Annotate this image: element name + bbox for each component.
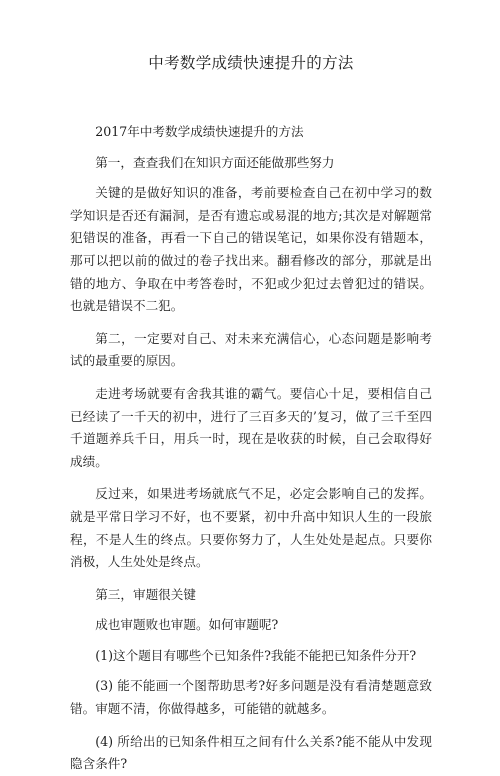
body-paragraph: 反过来，如果进考场就底气不足，必定会影响自己的发挥。就是平常日学习不好，也不要紧，初中升高中知识人生的一段旅程，不是人生的终点。只要你努力了，人生处处是起点。只要你消极，人生处处是终点。 [70, 486, 432, 570]
section-heading-one: 第一，查查我们在知识方面还能做那些努力 [95, 154, 335, 170]
section-heading-three: 第三，审题很关键 [95, 586, 196, 602]
list-item: (3) 能不能画一个图帮助思考?好多问题是没有看清楚题意致错。审题不清，你做得越多，可能错的就越多。 [70, 678, 432, 717]
list-item: (4) 所给出的已知条件相互之间有什么关系?能不能从中发现隐含条件? [70, 733, 432, 772]
section-heading-two: 第二，一定要对自己、对未来充满信心，心态问题是影响考试的最重要的原因。 [70, 330, 432, 369]
body-paragraph: 成也审题败也审题。如何审题呢? [95, 617, 279, 633]
subtitle-paragraph: 2017年中考数学成绩快速提升的方法 [95, 124, 304, 139]
body-paragraph: 关键的是做好知识的准备，考前要检查自己在初中学习的数学知识是否还有漏洞，是否有遗忘或易混的地方;其次是对解题常犯错误的准备，再看一下自己的错误笔记，如果你没有错题本，那可以把以前的做过的卷子找出来。翻看修改的部分，那就是出错的地方、争取在中考答卷时，不犯或少犯过去曾犯过的错误。也就是错误不二犯。 [70, 185, 432, 314]
list-item: (1)这个题目有哪些个已知条件?我能不能把已知条件分开? [95, 647, 417, 663]
body-paragraph: 走进考场就要有舍我其谁的霸气。要信心十足，要相信自己已经读了一千天的初中，进行了三百多天的’复习，做了三千至四千道题养兵千日，用兵一时，现在是收获的时候，自己会取得好成绩。 [70, 385, 432, 469]
document-body [70, 121, 432, 776]
document-title: 中考数学成绩快速提升的方法 [148, 54, 354, 72]
